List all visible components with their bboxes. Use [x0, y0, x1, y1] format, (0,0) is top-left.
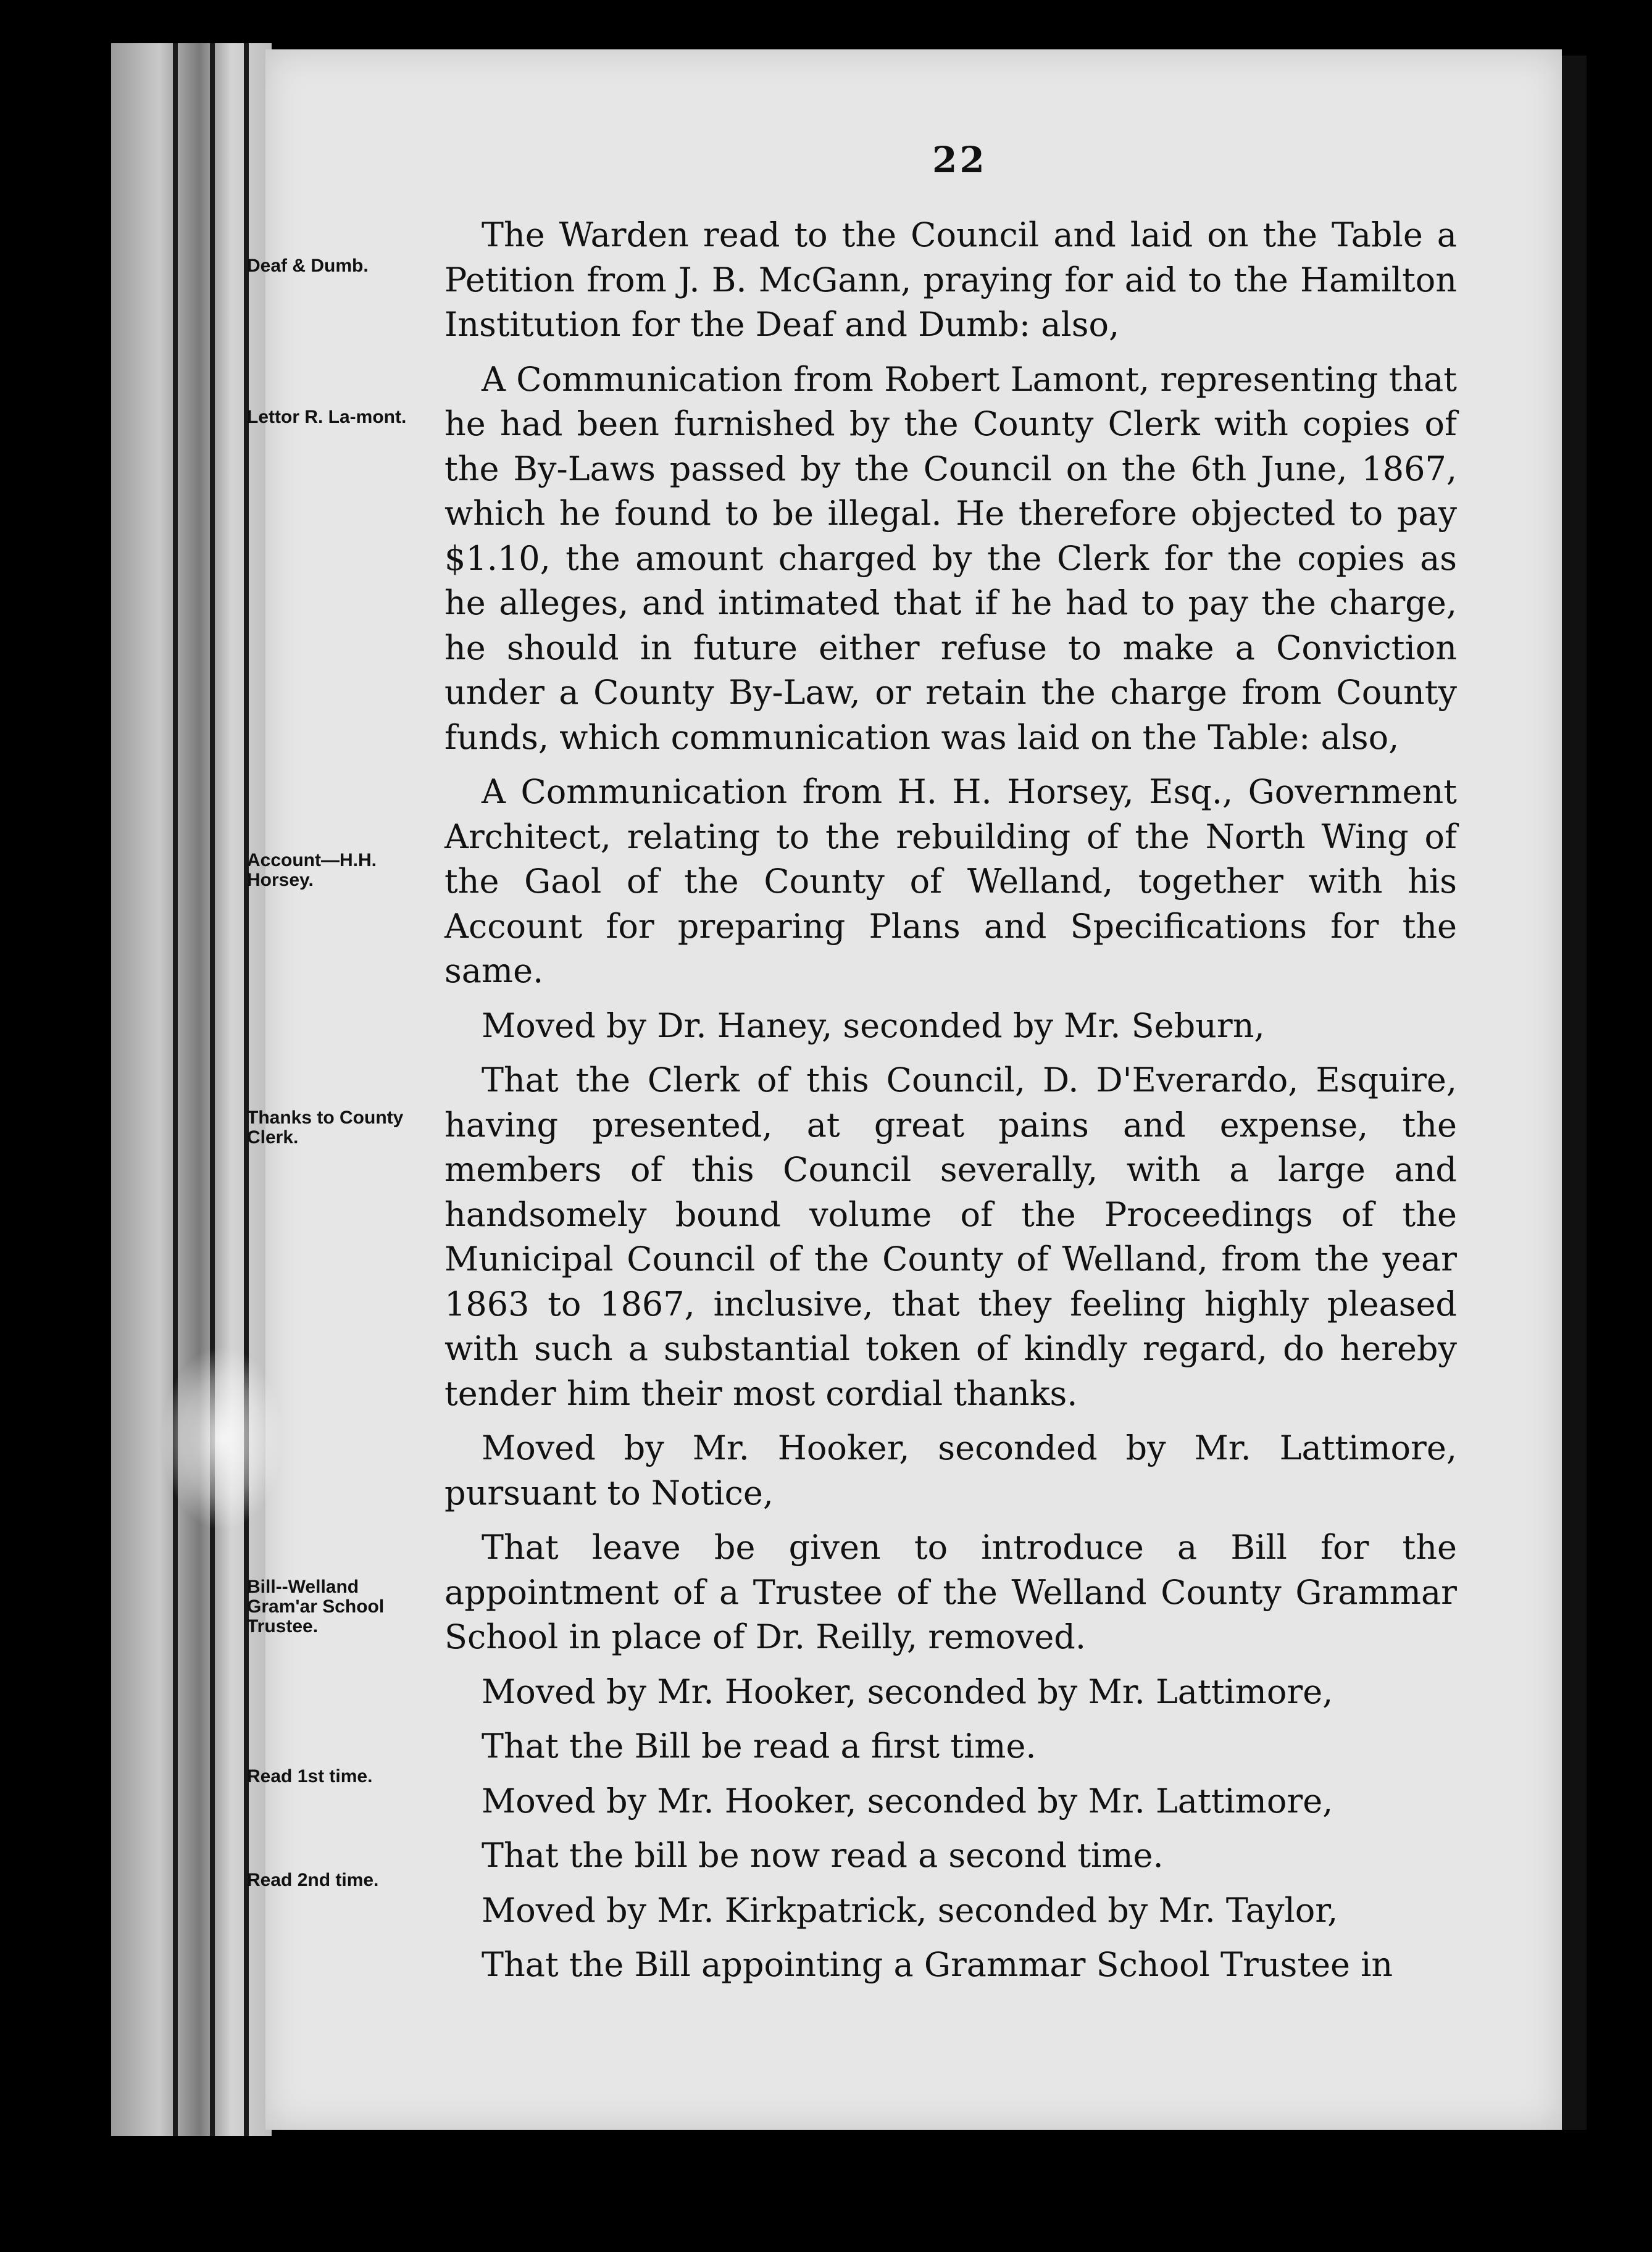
marginal-note-thanks: Thanks to County Clerk. [247, 1107, 404, 1148]
paragraph-read-first: That the Bill be read a first time. [482, 1727, 1037, 1766]
marginal-note-deaf-dumb: Deaf & Dumb. [247, 256, 369, 276]
marginal-note-bill: Bill--Welland Gram'ar School Trustee. [247, 1577, 385, 1637]
paragraph-motion-haney: Moved by Dr. Haney, seconded by Mr. Seburn, [482, 1006, 1265, 1045]
paragraph-motion-hooker: Moved by Mr. Hooker, seconded by Mr. Lattimore, [482, 1672, 1333, 1711]
right-page-edge [1562, 56, 1587, 2130]
paragraph-horsey: A Communication from H. H. Horsey, Esq., Government Architect, relating to the rebuilding of the North Wing of the Gaol of the County of Welland, together with his Account for preparing Plans and Specifications for the same. [444, 772, 1457, 990]
paragraph-lamont: A Communication from Robert Lamont, representing that he had been furnished by the County Clerk with copies of the By-Laws passed by the Council on the 6th June, 1867, which he found to be illegal. He therefore objected to pay $1.10, the amount charged by the Clerk for the copies as he alleges, and intimated that if he had to pay the charge, he should in future either refuse to make a Conviction under a County By-Law, or retain the charge from County funds, which communication was laid on the Table: also, [444, 359, 1457, 757]
marginal-note-lamont: Lettor R. La-mont. [247, 407, 407, 427]
page-edge-line [210, 43, 215, 2136]
paragraph-motion-hooker-notice: Moved by Mr. Hooker, seconded by Mr. Lattimore, pursuant to Notice, [444, 1428, 1457, 1512]
page-body [444, 213, 1457, 1998]
paragraph-motion-hooker-2: Moved by Mr. Hooker, seconded by Mr. Lattimore, [482, 1781, 1333, 1820]
page-edge-line [244, 43, 249, 2136]
paragraph-motion-kirkpatrick: Moved by Mr. Kirkpatrick, seconded by Mr. Taylor, [482, 1890, 1338, 1930]
marginal-note-read-first: Read 1st time. [247, 1766, 373, 1787]
marginal-note-horsey: Account—H.H. Horsey. [247, 850, 377, 890]
paragraph-petition: The Warden read to the Council and laid on the Table a Petition from J. B. McGann, praying for aid to the Hamilton Institution for the Deaf and Dumb: also, [444, 215, 1457, 344]
page-edge-line [173, 43, 178, 2136]
paragraph-thanks: That the Clerk of this Council, D. D'Everardo, Esquire, having presented, at great pains and expense, the members of this Council severally, with a large and handsomely bound volume of the Proceedings of the Municipal Council of the County of Welland, from the year 1863 to 1867, inclusive, that they feeling highly pleased with such a substantial token of kindly regard, do hereby tender him their most cordial thanks. [444, 1061, 1457, 1413]
paper-stain [161, 1346, 284, 1531]
page-number: 22 [932, 139, 987, 181]
marginal-note-read-second: Read 2nd time. [247, 1870, 379, 1890]
paragraph-read-second: That the bill be now read a second time. [482, 1836, 1164, 1875]
paragraph-leave-bill: That leave be given to introduce a Bill for the appointment of a Trustee of the Welland County Grammar School in place of Dr. Reilly, removed. [444, 1528, 1457, 1656]
paragraph-bill-appointing: That the Bill appointing a Grammar School Trustee in [482, 1945, 1393, 1984]
